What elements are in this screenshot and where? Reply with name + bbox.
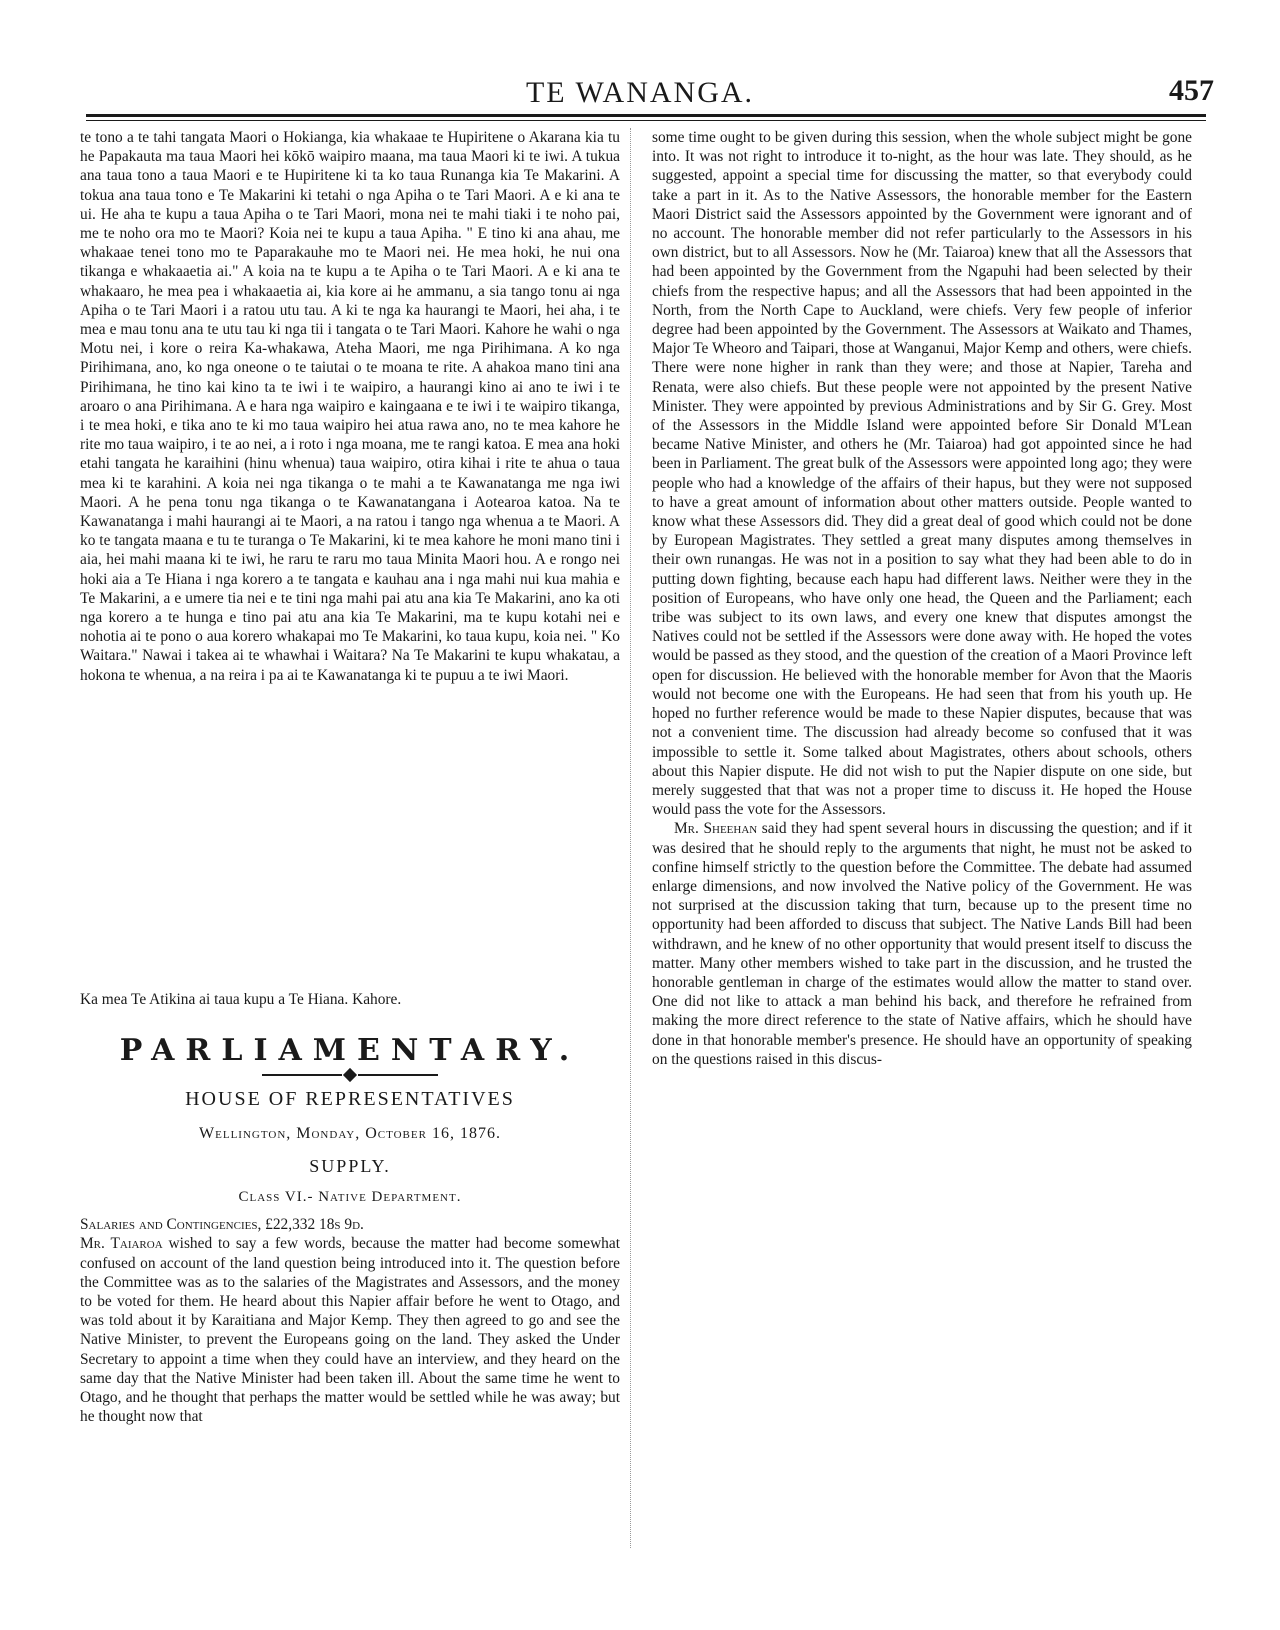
sheehan-speech [652,819,1192,1069]
dateline: Wellington, Monday, October 16, 1876. [199,1124,501,1142]
speaker-name: Mr. Sheehan [674,820,758,838]
parliamentary-heading: PARLIAMENTARY. [119,1033,581,1069]
newspaper-title: TE WANANGA. [525,76,755,109]
speech-text: said they had spent several hours in discussing the question; and if it was desired that he should reply to the arguments that night, he must not be asked to confine himself strictly to the question before the Committee. The debate had assumed enlarge dimensions, and now involved the Native policy of the Government. He was not surprised at the discussion taking that turn, because up to the present time no opportunity had been afforded to discuss that subject. The Native Lands Bill had been withdrawn, and he knew of no other opportunity that would present itself to discuss the matter. Many other members wished to take part in the discussion, and he trusted the honorable gentleman in charge of the estimates would allow the matter to stand over. One did not like to attack a man behind his back, and therefore he refrained from making the more direct reference to the state of Native affairs, which he should have done in that honorable member's presence. He should have an opportunity of speaking on the questions raised in this discus- [652,820,1192,1068]
masthead [0,70,1280,110]
class-heading: Class VI.- Native Department. [238,1189,462,1206]
maori-article [80,128,620,988]
header-rule-thin [86,120,1206,121]
taiaroa-speech-continued: some time ought to be given during this session, when the whole subject might be gone into. It was not right to introduce it to-night, as the hour was late. They should, as he suggested, appoint a special time for discussing the matter, so that everybody could take a part in it. As to the Native Assessors, the honorable member for the Eastern Maori District said the Assessors appointed by the Government were ignorant and of no account. The honorable member did not refer particularly to the Assessors in his own district, but to all Assessors. Now he (Mr. Taiaroa) knew that all the Assessors that had been appointed by the Government from the Ngapuhi had been selected by their chiefs from the respective hapus; and all the Assessors that had been appointed in the North, from the North Cape to Auckland, were chiefs. Very few people of inferior degree had been appointed by the Government. The Assessors at Waikato and Thames, Major Te Wheoro and Taipari, those at Wanganui, Major Kemp and others, were chiefs. There were none higher in rank than they were; and those at Napier, Tareha and Renata, were also chiefs. But these people were not appointed by the present Native Minister. They were appointed by previous Administrations and by Sir G. Grey. Most of the Assessors in the Middle Island were appointed before Sir Donald M'Lean became Native Minister, and others he (Mr. Taiaroa) had got appointed since he had been in Parliament. The great bulk of the Assessors were appointed long ago; they were people who had a knowledge of the affairs of their hapus, but they were not supposed to have a great amount of information about other matters outside. People wanted to know what these Assessors did. They did a great deal of good which could not be done by European Magistrates. They settled a great many disputes among themselves in their own runangas. He was not in a position to say what they had been able to do in putting down fighting, because each hapu had different laws. Neither were they in the position of Europeans, who have only one head, the Queen and the Parliament; each tribe was subject to its own laws, and every one knew that disputes amongst the Natives could not be settled if the Assessors were done away with. He hoped the votes would be passed as they stood, and the question of the creation of a Maori Province left open for discussion. He believed with the honorable member for Avon that the Maoris would not become one with the Europeans. He had seen that from his youth up. He hoped no further reference would be made to these Napier disputes, because that was not a convenient time. The discussion had already become so confused that it was impossible to settle it. Some talked about Magistrates, others about schools, others about this Napier dispute. He did not wish to put the Napier dispute on one side, but merely suggested that that was not a proper time to discuss it. He hoped the House would pass the vote for the Assessors. [652,129,1192,819]
supply-heading: SUPPLY. [309,1155,391,1176]
maori-article-closing: Ka mea Te Atikina ai taua kupu a Te Hiana. Kahore. [80,991,402,1008]
right-column [652,128,1192,1568]
taiaroa-speech [80,1234,620,1426]
speech-text: wished to say a few words, because the matter had become somewhat confused on account of the land question being introduced into it. The question before the Committee was as to the salaries of the Magistrates and Assessors, and the money to be voted for them. He heard about this Napier affair before he went to Otago, and was told about it by Karaitiana and Major Kemp. They then agreed to go and see the Native Minister, to prevent the Europeans going on the land. They asked the Under Secretary to appoint a time when they could have an interview, and they heard on the same day that the Native Minister had been taken ill. About the same time he went to Otago, and he thought that perhaps the matter would be settled while he was away; but he thought now that [80,1235,620,1426]
right-column-body [652,128,1192,1568]
ornament-divider [80,1068,620,1082]
header-rule [86,114,1206,117]
page-number: 457 [1169,74,1214,107]
salaries-line: Salaries and Contingencies, £22,332 18s 9d. [80,1216,364,1234]
left-column [80,128,620,1426]
maori-article-text: te tono a te tahi tangata Maori o Hokianga, kia whakaae te Hupiritene o Akarana kia tu he Papakauta ma taua Maori hei kōkō waipiro maana, ma taua Maori ki te iwi. A tukua ana taua tono a taua Maori e te Hupiritene ki ta ko taua Runanga kia Te Makarini. A tokua ana taua tono e Te Makarini ki tetahi o nga Apiha o te Tari Maori. A e ki ana te ui. He aha te kupu a taua Apiha o te Tari Maori, mona nei te mahi tiaki i te noho pai, me te noho ora mo te Maori? Koia nei te kupu a taua Apiha. " E tino ki ana ahau, me whakaae tenei tono mo te Paparakauhe mo te Maori nei. He mea hoki, he nui ona tikanga e whakaaetia ai." A koia na te kupu a te Apiha o te Tari Maori. A e ki ana te whakaaro, he mea pea i whakaaetia ai, kia kore ai he ammanu, a sia tango tonu ai nga Apiha o te Tari Maori i a ratou utu tau. A ki te nga ka haurangi te Maori, hei aha, i te mea e mau tonu ana te utu tau ki nga tii i tangata o te Tari Maori. Kahore he wahi o nga Motu nei, i kore o reira Ka-whakawa, Ateha Maori, me nga Pirihimana. A ko nga Pirihimana, ano, ko nga oneone o te taiutai o te moana te rite. A ahakoa mano tini ana Pirihimana, he tino kai kino ta te iwi i te waipiro, a haurangi kino ai ano te iwi i te aroaro o ana Pirihimana. A e hara nga waipiro e kaingaana e te iwi i te waipiro tikanga, i te mea hoki, e tika ano te ki mo taua waipiro hei atua rawa ano, no te mea kahore he rite mo taua waipiro, i te ao nei, a i roto i nga moana, me te rangi katoa. E mea ana hoki etahi tangata he karaihini (hinu whenua) taua waipiro, otira kihai i rite te ahua o taua mea ki te karahini. A koia nei nga tikanga o te mahi a te Kawanatanga me nga iwi Maori. A he pena tonu nga tikanga o te Kawanatangana i Aotearoa katoa. Na te Kawanatanga i mahi haurangi ai te Maori, a na ratou i tango nga whenua a te Maori. A ko te tangata maana e tu te turanga o Te Makarini, ki te mea kahore he moni mano tini i aia, hei mahi maana ki te iwi, he raru te raru mo taua Minita Maori hou. A e rongo nei hoki aia a Te Hiana i nga korero a te tangata e kauhau ana i nga mahi nui kua mahia e Te Makarini, a e umere tia nei e te tini nga mahi pai atu ana kia Te Makarini, ano ka oti nga korero a te hunga e tino pai atu ana kia Te Makarini, ma te kupu kotahi nei e nohotia ai te pono o aua korero whakapai mo Te Makarini, ko taua kupu, koia nei. " Ko Waitara." Nawai i takea ai te whawhai i Waitara? Na Te Makarini te kupu whakatau, a hokona te whenua, a na reira i pa ai te Kawanatanga ki te pupuu a te iwi Maori. [80,129,620,684]
house-heading: HOUSE OF REPRESENTATIVES [185,1088,515,1111]
speaker-name: Mr. Taiaroa [80,1235,163,1253]
column-divider [630,128,631,1548]
